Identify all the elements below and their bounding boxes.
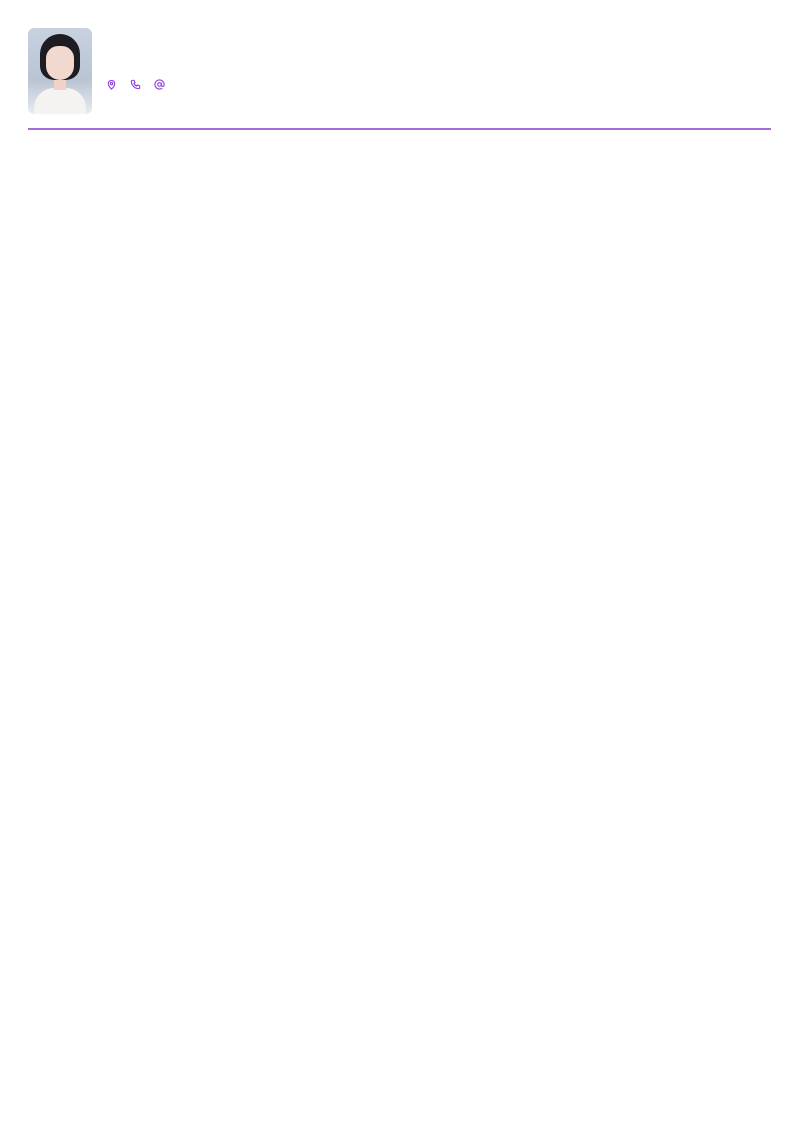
resume-header [28,28,771,114]
contact-phone [130,79,146,90]
location-pin-icon [106,79,117,90]
phone-icon [130,79,141,90]
contact-info [106,79,178,90]
contact-location [106,79,122,90]
at-sign-icon [154,79,165,90]
header-divider [28,128,771,130]
contact-email [154,79,170,90]
profile-photo [28,28,92,114]
